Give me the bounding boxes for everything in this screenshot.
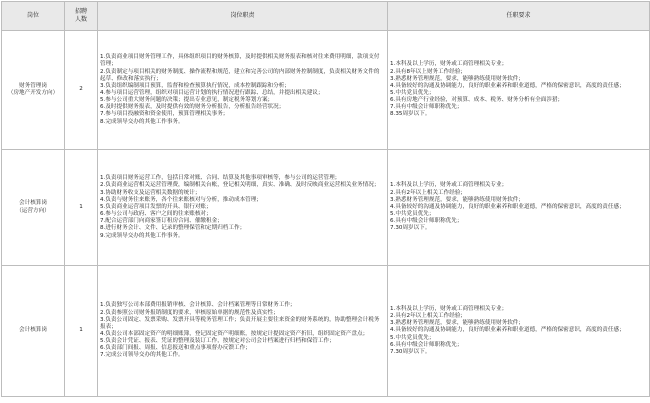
table-row xyxy=(2,266,650,397)
requirement-item: 5.中共党员优先； xyxy=(390,90,435,96)
table-header-row xyxy=(2,2,650,31)
duty-item: 7.完成公司领导交办的其他工作。 xyxy=(100,352,184,359)
requirement-item: 1.本科及以上学历，财务或工商管理相关专业； xyxy=(390,61,508,68)
requirement-item: 6.具有房地产行业经验，对预算、成本、税务、财务分析有全面涉猎； xyxy=(390,97,564,104)
requirement-item: 2.具有2年以上相关工作经验； xyxy=(390,189,467,196)
header-count: 招聘 人数 xyxy=(65,2,98,31)
duty-item: 1.负责独写公司本部费用报销审核、会计核算、会计档案管理等日常财务工作； xyxy=(100,302,296,309)
requirement-item: 2.具有8年以上财务工作经验； xyxy=(390,68,467,75)
table-row xyxy=(2,150,650,266)
duty-item: 4.负责公司本部固定资产的明细账簿，登记固定资产明细账，按规定计提固定资产折旧，组织固定资产盘点； xyxy=(100,331,369,337)
requirement-item: 3.熟悉财务管理规范，要求，能够熟练使用财务软件； xyxy=(390,320,524,327)
header-duties: 岗位职责 xyxy=(98,2,388,31)
requirement-item: 7.30周岁以下。 xyxy=(390,348,431,355)
recruitment-table xyxy=(1,1,650,397)
duty-item: 6.负责部门间报、周报、信息报送和重点事项督办反馈工作； xyxy=(100,345,251,352)
requirement-item: 4.具备较好的沟通及协调能力，良好的职业素养和职业道德，严格的保密意识，高度的责任感； xyxy=(390,327,625,334)
duty-item: 7.配合运营部门向商家签订租房合同、催缴租金； xyxy=(100,218,223,225)
position-cell: 财务管理岗 （房地产开发方向） xyxy=(2,31,65,150)
header-position: 岗位 xyxy=(2,2,65,31)
header-requirements: 任职要求 xyxy=(388,2,650,31)
requirement-item: 2.具有2年以上相关工作经验； xyxy=(390,313,467,320)
duties-cell xyxy=(98,150,388,266)
count-cell: 1 xyxy=(65,266,98,397)
duty-item: 3.负责组织编制项目预算，监督和检查预算执行情况，成本控制跟踪和分析； xyxy=(100,82,290,89)
position-cell: 会计核算岗 （运营方向） xyxy=(2,150,65,266)
requirement-item: 7.具有中级会计师职称优先； xyxy=(390,104,463,111)
requirement-item: 4.具备较好的沟通及协调能力，良好的职业素养和职业道德，严格的保密意识，高度的责任感； xyxy=(390,82,625,89)
duty-item: 2.负责制定与项目相关的财务制度、操作流程和规范，建立和完善公司的内部财务控制制度，负责相关财务文件的起草、修改和落实执行； xyxy=(100,68,380,82)
duty-item: 8.完成领导交办的其他工作事务。 xyxy=(100,118,184,125)
requirement-item: 5.中共党员优先； xyxy=(390,334,435,341)
duty-item: 6.参与公司与政府、客户之间的往来账核对； xyxy=(100,211,212,218)
requirement-item: 1.本科及以上学历，财务或工商管理相关专业； xyxy=(390,305,508,312)
duty-item: 5.参与公司重大财务问题的决策；提出专业意见，制定税务筹划方案； xyxy=(100,97,274,104)
requirement-item: 8.35周岁以下。 xyxy=(390,111,431,118)
duty-item: 8.进行财务会计、文件、记录的整理保管和定期归档工作； xyxy=(100,225,246,232)
duty-item: 7.参与项目投融资和资金使用，预算管理相关事务； xyxy=(100,111,229,118)
duty-item: 5.负责会计凭证、报表、凭证的整理及装订工作，按规定对公司会计档案进行归档和保管工作； xyxy=(100,338,335,345)
position-cell: 会计核算岗 xyxy=(2,266,65,397)
requirement-item: 5.中共党员优先； xyxy=(390,211,435,218)
table-row xyxy=(2,31,650,150)
requirement-item: 6.具有中级会计师职称优先； xyxy=(390,341,463,348)
requirement-item: 3.熟悉财务管理规范，要求，能够熟练使用财务软件； xyxy=(390,75,524,82)
duties-cell xyxy=(98,266,388,397)
duty-item: 5.负责商业运营项目发票的开具、银行对账； xyxy=(100,203,212,210)
requirement-item: 7.30周岁以下。 xyxy=(390,225,431,232)
duty-item: 3.协助财务收支及运营相关数据的统计； xyxy=(100,189,201,196)
duties-cell xyxy=(98,31,388,150)
requirements-cell xyxy=(388,150,650,266)
duty-item: 3.负责公司固定、发票采购、发票开具等税务管理工作；负责开展主要往来资金的财务系统的，协助整理会计税务报表； xyxy=(100,316,380,330)
duty-item: 1.负责项目财务运营工作，包括日常对账、合同、结算及其他事项审核等，参与公司的运营管理； xyxy=(100,175,341,182)
requirement-item: 6.具有中级会计师职称优先； xyxy=(390,218,463,225)
requirement-item: 4.具备较好的沟通及协调能力，良好的职业素养和职业道德，严格的保密意识，高度的责任感； xyxy=(390,203,625,210)
duty-item: 4.参与项目运营管理，组织对项目运营计划的执行情况进行跟踪、总结，并提出相关建议； xyxy=(100,90,324,96)
requirement-item: 1.本科及以上学历，财务或工商管理相关专业； xyxy=(390,182,508,189)
duty-item: 9.完成领导交办的其他工作事务。 xyxy=(100,232,184,239)
duty-item: 6.及时提供财务报表，及时提供有效的财务分析报告，分析报告经营状况； xyxy=(100,104,285,111)
duty-item: 2.负责参照公司财务报销制度的要求，审核原始单据的规范性及真实性； xyxy=(100,309,279,316)
duty-item: 2.负责商业运营相关运营管理费，编制相关台帐，登记相关明细，真实、准确、及时反映商业运营相关业务情况； xyxy=(100,182,380,189)
count-cell: 1 xyxy=(65,150,98,266)
requirements-cell xyxy=(388,31,650,150)
count-cell: 2 xyxy=(65,31,98,150)
duty-item: 1.负责商业项目财务管理工作，具体组织项目的财务核算，及时提供相关财务报表和核对往来费用明细，款项支付管理； xyxy=(100,54,380,68)
requirements-cell xyxy=(388,266,650,397)
requirement-item: 3.熟悉财务管理规范，要求，能够熟练使用财务软件； xyxy=(390,196,524,203)
duty-item: 4.负责与财务往来账务，各个往来账核对与分析，推动成本管理； xyxy=(100,196,262,203)
